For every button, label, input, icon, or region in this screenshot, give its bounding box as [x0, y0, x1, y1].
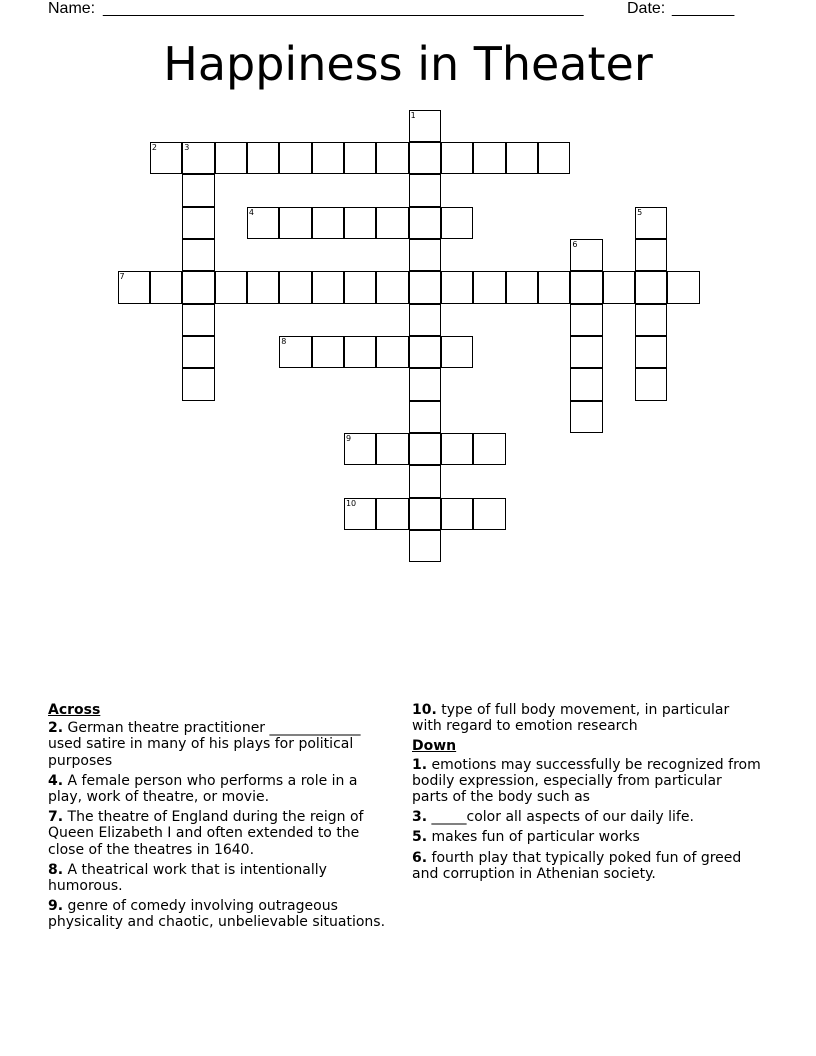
grid-cell[interactable]: [409, 433, 441, 465]
clue-across-4: [48, 773, 394, 805]
grid-cell[interactable]: [118, 271, 150, 303]
grid-cell[interactable]: [409, 530, 441, 562]
grid-cell[interactable]: [473, 271, 505, 303]
clue-text: makes fun of particular works: [431, 829, 640, 846]
clue-across-9: [48, 898, 394, 930]
grid-cell[interactable]: [409, 336, 441, 368]
clue-across-8: [48, 862, 394, 894]
clue-number: 7.: [48, 809, 64, 826]
grid-cell[interactable]: [182, 174, 214, 206]
grid-cell[interactable]: [570, 336, 602, 368]
date-field-line[interactable]: _______: [672, 0, 735, 17]
grid-cell[interactable]: [279, 336, 311, 368]
cell-number: 8: [281, 336, 287, 346]
grid-cell[interactable]: [182, 239, 214, 271]
grid-cell[interactable]: [247, 271, 279, 303]
grid-cell[interactable]: [150, 142, 182, 174]
grid-cell[interactable]: [279, 271, 311, 303]
grid-cell[interactable]: [409, 110, 441, 142]
clue-number: 4.: [48, 772, 64, 789]
clue-number: 5.: [412, 829, 428, 846]
name-label: Name:: [48, 0, 96, 17]
clue-text: A theatrical work that is intentionally humorous.: [48, 861, 327, 895]
grid-cell[interactable]: [215, 142, 247, 174]
grid-cell[interactable]: [570, 401, 602, 433]
grid-cell[interactable]: [635, 336, 667, 368]
name-field-line[interactable]: ______________________________________________________: [103, 0, 584, 17]
clue-number: 8.: [48, 861, 64, 878]
grid-cell[interactable]: [409, 401, 441, 433]
grid-cell[interactable]: [409, 174, 441, 206]
grid-cell[interactable]: [506, 142, 538, 174]
grid-cell[interactable]: [182, 336, 214, 368]
grid-cell[interactable]: [344, 498, 376, 530]
cell-number: 4: [248, 207, 254, 217]
grid-cell[interactable]: [376, 207, 408, 239]
clue-text: German theatre practitioner _____________ used satire in many of his plays for political purposes: [48, 720, 361, 769]
clue-number: 10.: [412, 702, 437, 718]
grid-cell[interactable]: [635, 368, 667, 400]
grid-cell[interactable]: [409, 239, 441, 271]
grid-cell[interactable]: [247, 207, 279, 239]
clue-number: 1.: [412, 756, 428, 773]
page-title: Happiness in Theater: [163, 37, 653, 91]
grid-cell[interactable]: [376, 433, 408, 465]
clue-text: fourth play that typically poked fun of greed and corruption in Athenian society.: [412, 849, 742, 882]
grid-cell[interactable]: [312, 336, 344, 368]
clue-text: _____color all aspects of our daily life.: [431, 809, 694, 826]
cell-number: 10: [345, 498, 357, 508]
grid-cell[interactable]: [344, 142, 376, 174]
grid-cell[interactable]: [473, 142, 505, 174]
grid-cell[interactable]: [247, 142, 279, 174]
clue-number: 2.: [48, 720, 64, 737]
grid-cell[interactable]: [635, 271, 667, 303]
grid-cell[interactable]: [409, 368, 441, 400]
grid-cell[interactable]: [441, 433, 473, 465]
clue-down-3: [412, 809, 762, 825]
cell-number: 3: [184, 142, 190, 152]
cell-number: 6: [572, 239, 578, 249]
grid-cell[interactable]: [182, 368, 214, 400]
cell-number: 5: [637, 207, 643, 217]
grid-cell[interactable]: [409, 465, 441, 497]
cell-number: 1: [410, 110, 416, 120]
clue-down-5: [412, 829, 762, 845]
grid-cell[interactable]: [409, 207, 441, 239]
grid-cell[interactable]: [344, 433, 376, 465]
cell-number: 7: [119, 272, 125, 282]
clue-number: 6.: [412, 849, 428, 866]
clue-down-1: [412, 757, 762, 806]
grid-cell[interactable]: [441, 336, 473, 368]
down-heading: Down: [412, 738, 457, 755]
grid-cell[interactable]: [312, 142, 344, 174]
clues-left-column: [48, 702, 394, 935]
grid-cell[interactable]: [570, 271, 602, 303]
grid-cell[interactable]: [667, 271, 699, 303]
date-label: Date:: [627, 0, 666, 17]
clue-text: The theatre of England during the reign of Queen Elizabeth I and often extended to the close of the theatres in 1640.: [48, 809, 364, 858]
clue-across-7: [48, 809, 394, 858]
grid-cell[interactable]: [150, 271, 182, 303]
grid-cell[interactable]: [635, 207, 667, 239]
clue-number: 3.: [412, 809, 428, 826]
clues-right-column: [412, 702, 762, 886]
grid-cell[interactable]: [473, 433, 505, 465]
cell-number: 9: [345, 434, 352, 443]
grid-cell[interactable]: [409, 142, 441, 174]
grid-cell[interactable]: [538, 142, 570, 174]
cell-number: 2: [151, 142, 157, 152]
grid-cell[interactable]: [538, 271, 570, 303]
grid-cell[interactable]: [603, 271, 635, 303]
grid-cell[interactable]: [344, 271, 376, 303]
grid-cell[interactable]: [570, 239, 602, 271]
grid-cell[interactable]: [473, 498, 505, 530]
grid-cell[interactable]: [182, 207, 214, 239]
grid-cell[interactable]: [441, 271, 473, 303]
grid-cell[interactable]: [376, 336, 408, 368]
grid-cell[interactable]: [279, 142, 311, 174]
grid-cell[interactable]: [279, 207, 311, 239]
grid-cell[interactable]: [182, 142, 214, 174]
grid-cell[interactable]: [635, 239, 667, 271]
grid-cell[interactable]: [409, 498, 441, 530]
grid-cell[interactable]: [441, 207, 473, 239]
grid-cell[interactable]: [312, 207, 344, 239]
grid-cell[interactable]: [182, 271, 214, 303]
grid-cell[interactable]: [441, 498, 473, 530]
grid-cell[interactable]: [312, 271, 344, 303]
grid-cell[interactable]: [441, 142, 473, 174]
clue-across-10: [412, 702, 762, 734]
clue-across-2: [48, 720, 394, 769]
grid-cell[interactable]: [409, 304, 441, 336]
across-heading: Across: [48, 702, 101, 718]
grid-cell[interactable]: [570, 304, 602, 336]
grid-cell[interactable]: [376, 271, 408, 303]
grid-cell[interactable]: [215, 271, 247, 303]
grid-cell[interactable]: [570, 368, 602, 400]
grid-cell[interactable]: [376, 498, 408, 530]
grid-cell[interactable]: [635, 304, 667, 336]
clue-down-6: [412, 850, 762, 882]
clue-text: genre of comedy involving outrageous physicality and chaotic, unbelievable situations.: [48, 898, 386, 931]
grid-cell[interactable]: [409, 271, 441, 303]
clue-text: A female person who performs a role in a play, work of theatre, or movie.: [48, 772, 358, 806]
grid-cell[interactable]: [506, 271, 538, 303]
clue-text: emotions may successfully be recognized from bodily expression, especially from particular parts of the body such as: [412, 756, 761, 806]
clue-text: type of full body movement, in particular with regard to emotion research: [412, 702, 730, 735]
grid-cell[interactable]: [182, 304, 214, 336]
grid-cell[interactable]: [344, 207, 376, 239]
grid-cell[interactable]: [344, 336, 376, 368]
grid-cell[interactable]: [376, 142, 408, 174]
clue-number: 9.: [48, 898, 64, 915]
